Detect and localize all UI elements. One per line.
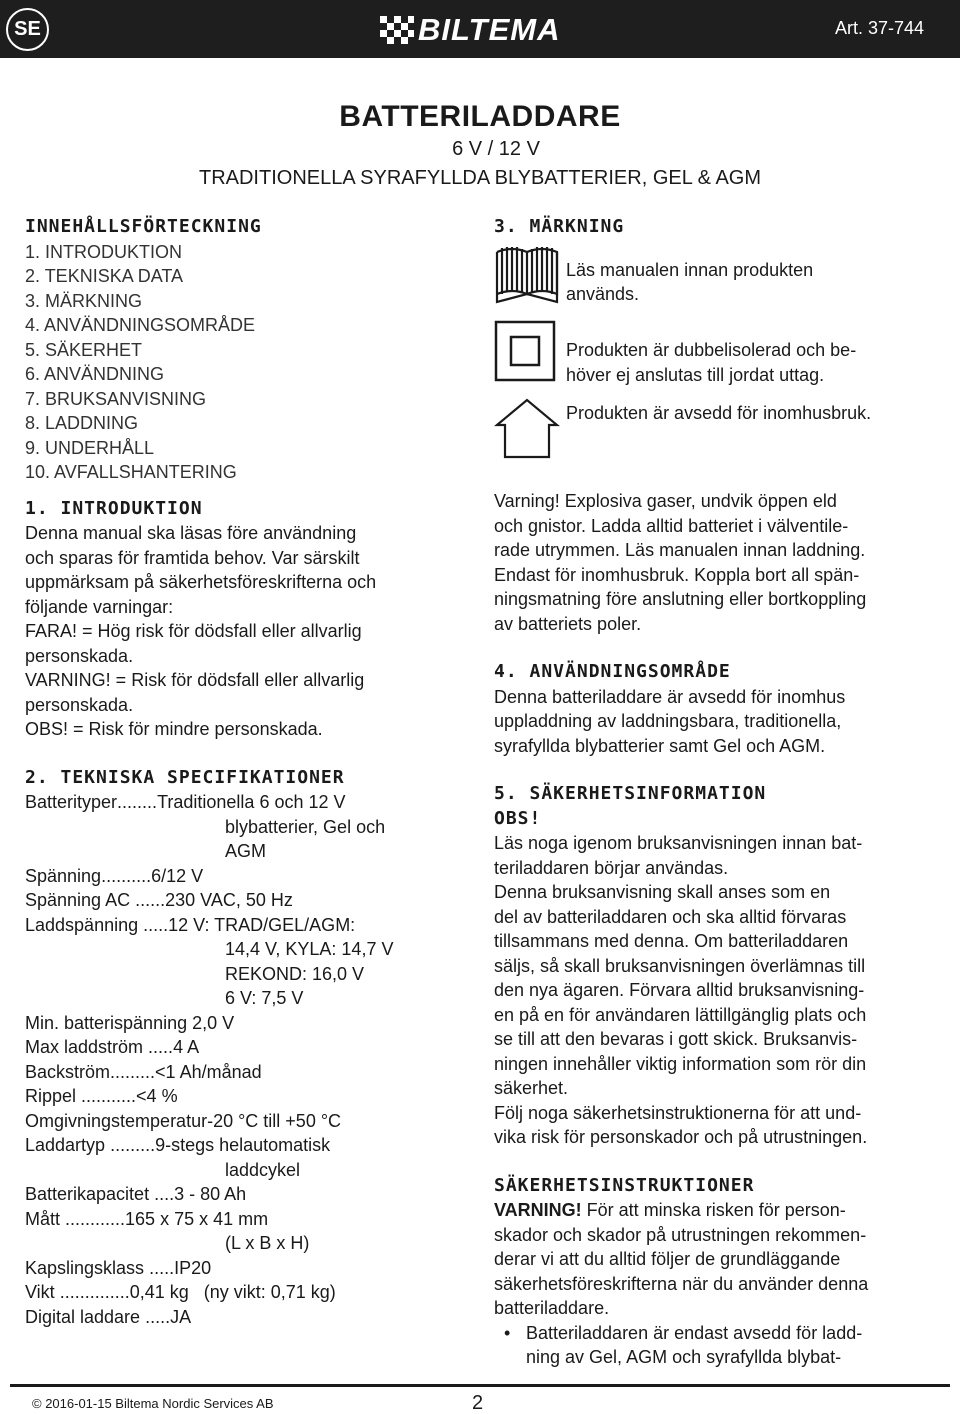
spec-label: Laddspänning — [25, 914, 139, 935]
spec-label: Spänning — [25, 865, 102, 886]
spec-row — [25, 1109, 465, 1134]
title-voltage: 6 V / 12 V — [452, 138, 540, 160]
symbol-text-indoor: Produkten är avsedd för inomhusbruk. — [566, 402, 872, 423]
spec-leader-dots: ..... — [143, 1037, 174, 1057]
article-number: Art. 37-744 — [834, 18, 924, 38]
manual-book-icon — [494, 244, 560, 306]
footer-divider — [10, 1384, 950, 1387]
usage-heading: 4. ANVÄNDNINGSOMRÅDE — [494, 661, 731, 682]
toc-item: 8. LADDNING — [25, 413, 139, 433]
spec-label: Mått — [25, 1208, 61, 1229]
spec-label: Min. batterispänning — [25, 1012, 188, 1033]
spec-value: Traditionella 6 och 12 V — [157, 792, 346, 812]
intro-line: OBS! = Risk för mindre personskada. — [25, 719, 323, 739]
toc-list — [25, 240, 465, 485]
spec-row — [25, 1182, 465, 1207]
copyright: © 2016-01-15 Biltema Nordic Services AB — [32, 1396, 274, 1411]
spec-value-continued: AGM — [225, 841, 267, 861]
warning-line: Endast för inomhusbruk. Koppla bort all spän- — [494, 564, 860, 585]
safety-line: Denna bruksanvisning skall anses som en — [494, 882, 831, 902]
header-bar — [0, 0, 960, 58]
spec-row — [25, 888, 465, 913]
toc-item: 7. BRUKSANVISNING — [25, 388, 207, 409]
spec-value-continued: laddcykel — [225, 1159, 301, 1180]
intro-line: Denna manual ska läsas före användning — [25, 523, 357, 543]
instructions-first-line: VARNING! För att minska risken för person- — [494, 1200, 846, 1220]
double-insulation-icon — [494, 320, 556, 382]
spec-row — [25, 1280, 465, 1305]
left-column — [25, 215, 465, 1329]
spec-value-continued: 6 V: 7,5 V — [225, 988, 304, 1008]
spec-label: Batterityper — [25, 792, 118, 812]
toc-item: 4. ANVÄNDNINGSOMRÅDE — [25, 315, 256, 335]
safety-heading: 5. SÄKERHETSINFORMATION — [494, 783, 767, 804]
spec-leader-dots: ..... — [140, 1306, 171, 1327]
spec-label: Omgivningstemperatur — [25, 1110, 208, 1131]
usage-text — [494, 685, 934, 759]
language-badge: SE — [6, 8, 49, 51]
spec-label: Vikt — [25, 1282, 55, 1302]
spec-value: IP20 — [174, 1257, 212, 1278]
spec-leader-dots: ......... — [105, 1135, 156, 1155]
instructions-text — [494, 1223, 934, 1321]
checkered-flag-icon — [380, 16, 414, 44]
warning-line: ningsmatning före anslutning eller bortkoppling — [494, 589, 867, 609]
spec-leader-dots: ...... — [130, 890, 166, 910]
spec-leader-dots: .............. — [54, 1282, 130, 1302]
symbol-row-manual — [494, 244, 934, 313]
usage-line: uppladdning av laddningsbara, traditionella, — [494, 711, 842, 731]
spec-value: JA — [170, 1306, 192, 1327]
spec-value: 165 x 75 x 41 mm — [125, 1208, 269, 1229]
bullet-line: ning av Gel, AGM och syrafyllda blybat- — [526, 1347, 842, 1367]
spec-value: 6/12 V — [151, 865, 204, 886]
spec-leader-dots: .......... — [101, 865, 152, 886]
spec-value: 12 V: TRAD/GEL/AGM: — [168, 914, 356, 935]
footer — [0, 1384, 960, 1414]
specs-heading: 2. TEKNISKA SPECIFIKATIONER — [25, 766, 345, 788]
spec-leader-dots: ..... — [138, 914, 169, 935]
spec-value: 2,0 V — [192, 1012, 235, 1033]
toc-item: 1. INTRODUKTION — [25, 241, 183, 262]
spec-label: Digital laddare — [25, 1306, 141, 1327]
safety-line: tillsammans med denna. Om batteriladdaren — [494, 931, 849, 951]
title-block — [0, 100, 960, 190]
spec-row — [25, 1060, 465, 1085]
spec-value: <4 % — [136, 1086, 178, 1106]
toc-item: 10. AVFALLSHANTERING — [25, 462, 237, 482]
intro-text — [25, 521, 465, 742]
safety-line: ningen innehåller viktig information som rör din — [494, 1053, 867, 1074]
spec-row — [25, 913, 465, 938]
safety-line: Följ noga säkerhetsinstruktionerna för att und- — [494, 1102, 862, 1123]
spec-label: Backström — [25, 1061, 111, 1082]
spec-value: 0,41 kg (ny vikt: 0,71 kg) — [129, 1282, 336, 1302]
symbol-text-double-insulation: Produkten är dubbelisolerad och be- höver ej anslutas till jordat uttag. — [566, 340, 857, 385]
toc-item: 9. UNDERHÅLL — [25, 437, 155, 458]
bullet-line: Batteriladdaren är endast avsedd för ladd- — [526, 1322, 863, 1343]
safety-line: en på en för användaren lättillgänglig plats och — [494, 1004, 867, 1025]
warning-line: Varning! Explosiva gaser, undvik öppen eld — [494, 491, 837, 511]
intro-line: och sparas för framtida behov. Var särskilt — [25, 547, 360, 568]
spec-leader-dots: ..... — [144, 1257, 175, 1278]
spec-value-continued: 14,4 V, KYLA: 14,7 V — [225, 939, 394, 959]
indoor-use-icon — [494, 397, 560, 459]
spec-value-continued: (L x B x H) — [225, 1233, 310, 1253]
spec-label: Spänning AC — [25, 890, 131, 910]
toc-item: 2. TEKNISKA DATA — [25, 266, 184, 286]
spec-value: 3 - 80 Ah — [174, 1184, 247, 1204]
spec-row — [25, 1133, 465, 1158]
spec-value-continued: blybatterier, Gel och — [225, 816, 386, 837]
symbol-row-double-insulation — [494, 320, 934, 389]
instructions-line: batteriladdare. — [494, 1298, 610, 1318]
safety-text — [494, 831, 934, 1150]
marking-heading: 3. MÄRKNING — [494, 216, 625, 237]
intro-line: följande varningar: — [25, 596, 174, 617]
instructions-line: derar vi att du alltid följer de grundläggande — [494, 1249, 841, 1269]
right-column — [494, 215, 934, 1370]
title-battery-types: TRADITIONELLA SYRAFYLLDA BLYBATTERIER, GEL & AGM — [198, 167, 762, 189]
safety-line: vika risk för personskador och på utrustningen. — [494, 1127, 868, 1147]
intro-line: FARA! = Hög risk för dödsfall eller allvarlig — [25, 621, 362, 641]
warning-label: VARNING! — [494, 1200, 582, 1220]
bullet-icon: • — [504, 1322, 511, 1343]
instructions-heading: SÄKERHETSINSTRUKTIONER — [494, 1174, 755, 1196]
safety-line: se till att den bevaras i gott skick. Bruksanvis- — [494, 1029, 858, 1049]
brand-logo — [380, 10, 560, 50]
spec-row — [25, 1256, 465, 1281]
warning-line: rade utrymmen. Läs manualen innan laddning. — [494, 540, 866, 560]
page-number: 2 — [472, 1392, 484, 1414]
safety-line: teriladdaren börjar användas. — [494, 857, 729, 878]
spec-row — [25, 1207, 465, 1232]
spec-leader-dots: ............ — [60, 1208, 126, 1229]
intro-line: VARNING! = Risk för dödsfall eller allvarlig — [25, 670, 365, 690]
spec-label: Kapslingsklass — [25, 1257, 145, 1278]
instructions-line: skador och skador på utrustningen rekommen- — [494, 1224, 867, 1245]
spec-row — [25, 790, 465, 815]
warning-line: och gnistor. Ladda alltid batteriet i välventile- — [494, 515, 849, 536]
page-title: BATTERILADDARE — [339, 100, 621, 133]
spec-label: Rippel — [25, 1086, 77, 1106]
spec-leader-dots: .... — [149, 1184, 175, 1204]
spec-value: 230 VAC, 50 Hz — [165, 890, 293, 910]
toc-item: 6. ANVÄNDNING — [25, 364, 165, 384]
brand-name: BILTEMA — [418, 12, 561, 47]
spec-value-continued: REKOND: 16,0 V — [225, 963, 365, 984]
spec-leader-dots: ......... — [110, 1061, 156, 1082]
symbol-row-indoor — [494, 397, 934, 466]
safety-obs-label: OBS! — [494, 807, 542, 829]
usage-line: syrafyllda blybatterier samt Gel och AGM. — [494, 735, 826, 756]
spec-value: 9-stegs helautomatisk — [155, 1135, 331, 1155]
spec-value: 4 A — [173, 1037, 200, 1057]
spec-row — [25, 864, 465, 889]
intro-line: uppmärksam på säkerhetsföreskrifterna och — [25, 572, 377, 592]
safety-line: Läs noga igenom bruksanvisningen innan bat- — [494, 833, 863, 853]
spec-row — [25, 1035, 465, 1060]
usage-line: Denna batteriladdare är avsedd för inomhus — [494, 686, 846, 707]
spec-row — [25, 1011, 465, 1036]
intro-line: personskada. — [25, 694, 134, 715]
spec-label: Laddartyp — [25, 1135, 106, 1155]
toc-heading: INNEHÅLLSFÖRTECKNING — [25, 216, 262, 237]
warning-line: av batteriets poler. — [494, 613, 642, 634]
toc-item: 5. SÄKERHET — [25, 339, 143, 360]
toc-item: 3. MÄRKNING — [25, 290, 143, 311]
spec-label: Max laddström — [25, 1037, 144, 1057]
intro-heading: 1. INTRODUKTION — [25, 497, 203, 519]
spec-leader-dots: ........... — [76, 1086, 137, 1106]
spec-row — [25, 1305, 465, 1330]
safety-line: den nya ägaren. Förvara alltid bruksanvisning- — [494, 980, 865, 1000]
symbol-text-manual: Läs manualen innan produkten används. — [566, 259, 814, 304]
spec-leader-dots: ........ — [117, 792, 158, 812]
safety-line: säljs, så skall bruksanvisningen överlämnas till — [494, 955, 866, 976]
safety-line: säkerhet. — [494, 1078, 569, 1098]
instructions-line: säkerhetsföreskrifterna när du använder denna — [494, 1273, 869, 1294]
spec-label: Batterikapacitet — [25, 1184, 150, 1204]
spec-value: <1 Ah/månad — [155, 1061, 262, 1082]
spec-row — [25, 1084, 465, 1109]
spec-table — [25, 790, 465, 1329]
explosive-gas-warning — [494, 489, 934, 636]
bullet-item — [494, 1321, 934, 1370]
intro-line: personskada. — [25, 645, 134, 666]
safety-line: del av batteriladdaren och ska alltid förvaras — [494, 906, 847, 927]
spec-value: -20 °C till +50 °C — [207, 1110, 342, 1131]
